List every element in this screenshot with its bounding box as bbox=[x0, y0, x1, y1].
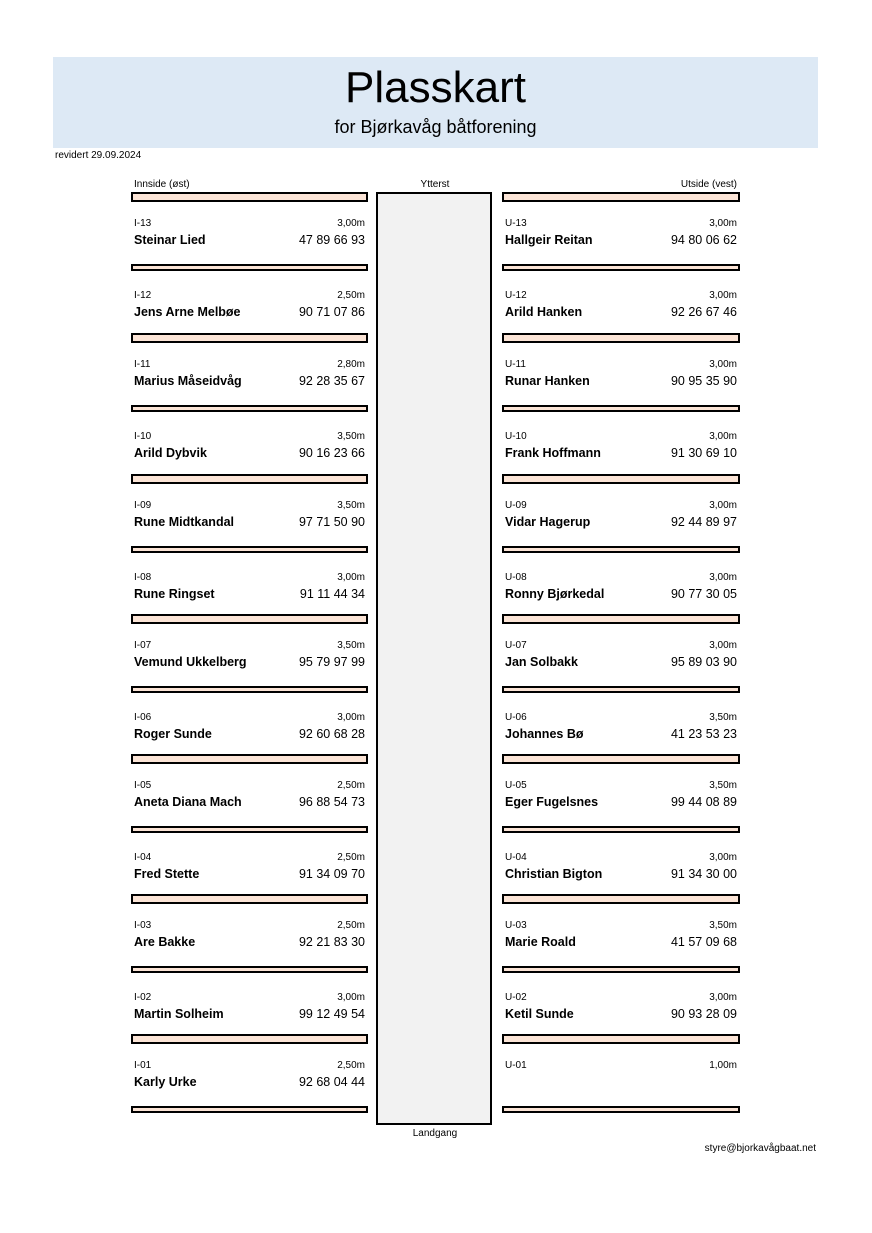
owner-phone: 90 71 07 86 bbox=[298, 305, 365, 319]
owner-name: Are Bakke bbox=[134, 935, 196, 949]
inside-finger-bar bbox=[131, 894, 368, 904]
slot-length: 3,50m bbox=[337, 500, 365, 511]
outside-slot bbox=[505, 572, 737, 612]
owner-name: Fred Stette bbox=[134, 867, 200, 881]
slot-length: 3,50m bbox=[709, 920, 737, 931]
slot-id: I-06 bbox=[134, 712, 152, 723]
outside-finger-bar bbox=[502, 754, 740, 764]
outermost-label: Ytterst bbox=[420, 179, 450, 190]
slot-length: 2,80m bbox=[337, 359, 365, 370]
owner-phone: 90 77 30 05 bbox=[670, 587, 737, 601]
slot-id: I-10 bbox=[134, 431, 152, 442]
owner-phone: 90 95 35 90 bbox=[670, 374, 737, 388]
owner-phone: 94 80 06 62 bbox=[670, 233, 737, 247]
outside-finger-bar bbox=[502, 1106, 740, 1113]
slot-length: 3,00m bbox=[709, 290, 737, 301]
owner-name: Rune Midtkandal bbox=[134, 515, 235, 529]
outside-finger-bar bbox=[502, 966, 740, 973]
slot-id: I-02 bbox=[134, 992, 152, 1003]
owner-phone: 95 79 97 99 bbox=[298, 655, 365, 669]
inside-slot bbox=[134, 572, 365, 612]
slot-length: 3,00m bbox=[709, 992, 737, 1003]
slot-length: 1,00m bbox=[709, 1060, 737, 1071]
owner-name: Ketil Sunde bbox=[505, 1007, 574, 1021]
outside-finger-bar bbox=[502, 686, 740, 693]
outside-finger-bar bbox=[502, 1034, 740, 1044]
revision-date: revidert 29.09.2024 bbox=[55, 150, 142, 161]
inside-finger-bar bbox=[131, 333, 368, 343]
inside-slot bbox=[134, 712, 365, 752]
owner-phone: 90 93 28 09 bbox=[670, 1007, 737, 1021]
owner-name: Marius Måseidvåg bbox=[134, 374, 242, 388]
slot-length: 3,00m bbox=[709, 359, 737, 370]
inside-slot bbox=[134, 852, 365, 892]
owner-phone: 96 88 54 73 bbox=[298, 795, 365, 809]
owner-phone: 92 60 68 28 bbox=[298, 727, 365, 741]
inside-slot bbox=[134, 1060, 365, 1100]
slot-length: 3,50m bbox=[709, 712, 737, 723]
outside-finger-bar bbox=[502, 894, 740, 904]
owner-name: Arild Hanken bbox=[505, 305, 583, 319]
slot-length: 2,50m bbox=[337, 920, 365, 931]
owner-phone: 90 16 23 66 bbox=[298, 446, 365, 460]
inside-finger-bar bbox=[131, 264, 368, 271]
owner-phone: 91 11 44 34 bbox=[299, 587, 365, 601]
page-subtitle: for Bjørkavåg båtforening bbox=[334, 117, 537, 137]
inside-finger-bar bbox=[131, 1106, 368, 1113]
slot-length: 3,00m bbox=[709, 572, 737, 583]
owner-phone: 92 28 35 67 bbox=[298, 374, 365, 388]
outside-slot bbox=[505, 359, 737, 399]
slot-length: 2,50m bbox=[337, 290, 365, 301]
owner-name: Ronny Bjørkedal bbox=[505, 587, 605, 601]
outside-slot bbox=[505, 920, 737, 960]
slot-length: 3,00m bbox=[709, 431, 737, 442]
slot-id: U-03 bbox=[505, 920, 527, 931]
slot-id: I-08 bbox=[134, 572, 152, 583]
slot-id: I-01 bbox=[134, 1060, 152, 1071]
slot-length: 3,50m bbox=[337, 431, 365, 442]
inside-slot bbox=[134, 640, 365, 680]
outside-finger-bar bbox=[502, 405, 740, 412]
inside-finger-bar bbox=[131, 614, 368, 624]
owner-name: Jan Solbakk bbox=[505, 655, 578, 669]
outside-slot bbox=[505, 218, 737, 258]
slot-id: I-05 bbox=[134, 780, 152, 791]
slot-length: 2,50m bbox=[337, 780, 365, 791]
owner-name: Rune Ringset bbox=[134, 587, 215, 601]
slot-id: U-05 bbox=[505, 780, 527, 791]
owner-phone: 95 89 03 90 bbox=[670, 655, 737, 669]
slot-length: 3,50m bbox=[709, 780, 737, 791]
inside-slot bbox=[134, 780, 365, 820]
owner-phone: 99 12 49 54 bbox=[298, 1007, 365, 1021]
owner-name: Martin Solheim bbox=[134, 1007, 224, 1021]
page-title: Plasskart bbox=[345, 63, 526, 112]
inside-slot bbox=[134, 992, 365, 1032]
inside-finger-bar bbox=[131, 686, 368, 693]
slot-id: I-07 bbox=[134, 640, 152, 651]
slot-length: 3,00m bbox=[337, 992, 365, 1003]
outside-label: Utside (vest) bbox=[680, 179, 737, 190]
outside-finger-bar bbox=[502, 333, 740, 343]
slot-id: U-07 bbox=[505, 640, 527, 651]
owner-phone: 99 44 08 89 bbox=[670, 795, 737, 809]
owner-phone: 97 71 50 90 bbox=[298, 515, 365, 529]
inside-finger-bar bbox=[131, 405, 368, 412]
outside-slot bbox=[505, 1060, 737, 1100]
inside-finger-bar bbox=[131, 192, 368, 202]
slot-length: 3,00m bbox=[709, 852, 737, 863]
owner-phone: 41 23 53 23 bbox=[670, 727, 737, 741]
inside-slot bbox=[134, 431, 365, 471]
slot-id: U-09 bbox=[505, 500, 527, 511]
slot-id: U-01 bbox=[505, 1060, 527, 1071]
slot-length: 3,00m bbox=[709, 500, 737, 511]
owner-name: Arild Dybvik bbox=[134, 446, 207, 460]
slot-length: 2,50m bbox=[337, 1060, 365, 1071]
gangway-label: Landgang bbox=[412, 1128, 458, 1139]
inside-finger-bar bbox=[131, 966, 368, 973]
owner-name: Aneta Diana Mach bbox=[134, 795, 242, 809]
slot-length: 3,00m bbox=[337, 218, 365, 229]
owner-name: Johannes Bø bbox=[505, 727, 584, 741]
outside-finger-bar bbox=[502, 192, 740, 202]
slot-id: I-03 bbox=[134, 920, 152, 931]
outside-finger-bar bbox=[502, 264, 740, 271]
owner-name: Steinar Lied bbox=[134, 233, 206, 247]
slot-length: 3,00m bbox=[337, 712, 365, 723]
contact-email: styre@bjorkavågbaat.net bbox=[704, 1143, 816, 1154]
inside-finger-bar bbox=[131, 826, 368, 833]
owner-phone: 92 68 04 44 bbox=[298, 1075, 365, 1089]
slot-length: 2,50m bbox=[337, 852, 365, 863]
owner-name: Vidar Hagerup bbox=[505, 515, 591, 529]
owner-name: Vemund Ukkelberg bbox=[134, 655, 247, 669]
slot-length: 3,00m bbox=[337, 572, 365, 583]
inside-slot bbox=[134, 359, 365, 399]
slot-id: U-13 bbox=[505, 218, 527, 229]
inside-slot bbox=[134, 500, 365, 540]
slot-id: U-10 bbox=[505, 431, 527, 442]
inside-finger-bar bbox=[131, 754, 368, 764]
slot-length: 3,00m bbox=[709, 640, 737, 651]
inside-label: Innside (øst) bbox=[134, 179, 190, 190]
owner-phone: 47 89 66 93 bbox=[298, 233, 365, 247]
slot-id: U-06 bbox=[505, 712, 527, 723]
inside-slot bbox=[134, 290, 365, 330]
slot-id: U-11 bbox=[505, 359, 526, 370]
inside-slot bbox=[134, 218, 365, 258]
slot-id: I-12 bbox=[134, 290, 152, 301]
owner-name: Jens Arne Melbøe bbox=[134, 305, 241, 319]
owner-name: Karly Urke bbox=[134, 1075, 197, 1089]
slot-length: 3,00m bbox=[709, 218, 737, 229]
owner-name: Eger Fugelsnes bbox=[505, 795, 599, 809]
outside-finger-bar bbox=[502, 546, 740, 553]
outside-slot bbox=[505, 500, 737, 540]
outside-slot bbox=[505, 712, 737, 752]
owner-name: Roger Sunde bbox=[134, 727, 212, 741]
owner-name: Runar Hanken bbox=[505, 374, 590, 388]
owner-name: Hallgeir Reitan bbox=[505, 233, 593, 247]
outside-finger-bar bbox=[502, 614, 740, 624]
owner-phone: 92 26 67 46 bbox=[670, 305, 737, 319]
slot-id: I-13 bbox=[134, 218, 152, 229]
slot-id: I-09 bbox=[134, 500, 152, 511]
outside-slot bbox=[505, 852, 737, 892]
slot-id: U-08 bbox=[505, 572, 527, 583]
outside-slot bbox=[505, 780, 737, 820]
outside-slot bbox=[505, 290, 737, 330]
outside-slot bbox=[505, 640, 737, 680]
owner-phone: 91 30 69 10 bbox=[670, 446, 737, 460]
owner-phone: 92 44 89 97 bbox=[670, 515, 737, 529]
outside-slot bbox=[505, 431, 737, 471]
inside-slot bbox=[134, 920, 365, 960]
owner-phone: 41 57 09 68 bbox=[670, 935, 737, 949]
slot-length: 3,50m bbox=[337, 640, 365, 651]
outside-finger-bar bbox=[502, 474, 740, 484]
inside-finger-bar bbox=[131, 1034, 368, 1044]
slot-id: U-04 bbox=[505, 852, 527, 863]
owner-name: Christian Bigton bbox=[505, 867, 603, 881]
owner-name: Frank Hoffmann bbox=[505, 446, 601, 460]
outside-finger-bar bbox=[502, 826, 740, 833]
slot-id: U-02 bbox=[505, 992, 527, 1003]
owner-phone: 92 21 83 30 bbox=[298, 935, 365, 949]
inside-finger-bar bbox=[131, 474, 368, 484]
outside-slot bbox=[505, 992, 737, 1032]
inside-finger-bar bbox=[131, 546, 368, 553]
owner-phone: 91 34 30 00 bbox=[670, 867, 737, 881]
slot-id: U-12 bbox=[505, 290, 527, 301]
owner-name: Marie Roald bbox=[505, 935, 576, 949]
owner-phone: 91 34 09 70 bbox=[298, 867, 365, 881]
slot-id: I-11 bbox=[134, 359, 151, 370]
slot-id: I-04 bbox=[134, 852, 152, 863]
